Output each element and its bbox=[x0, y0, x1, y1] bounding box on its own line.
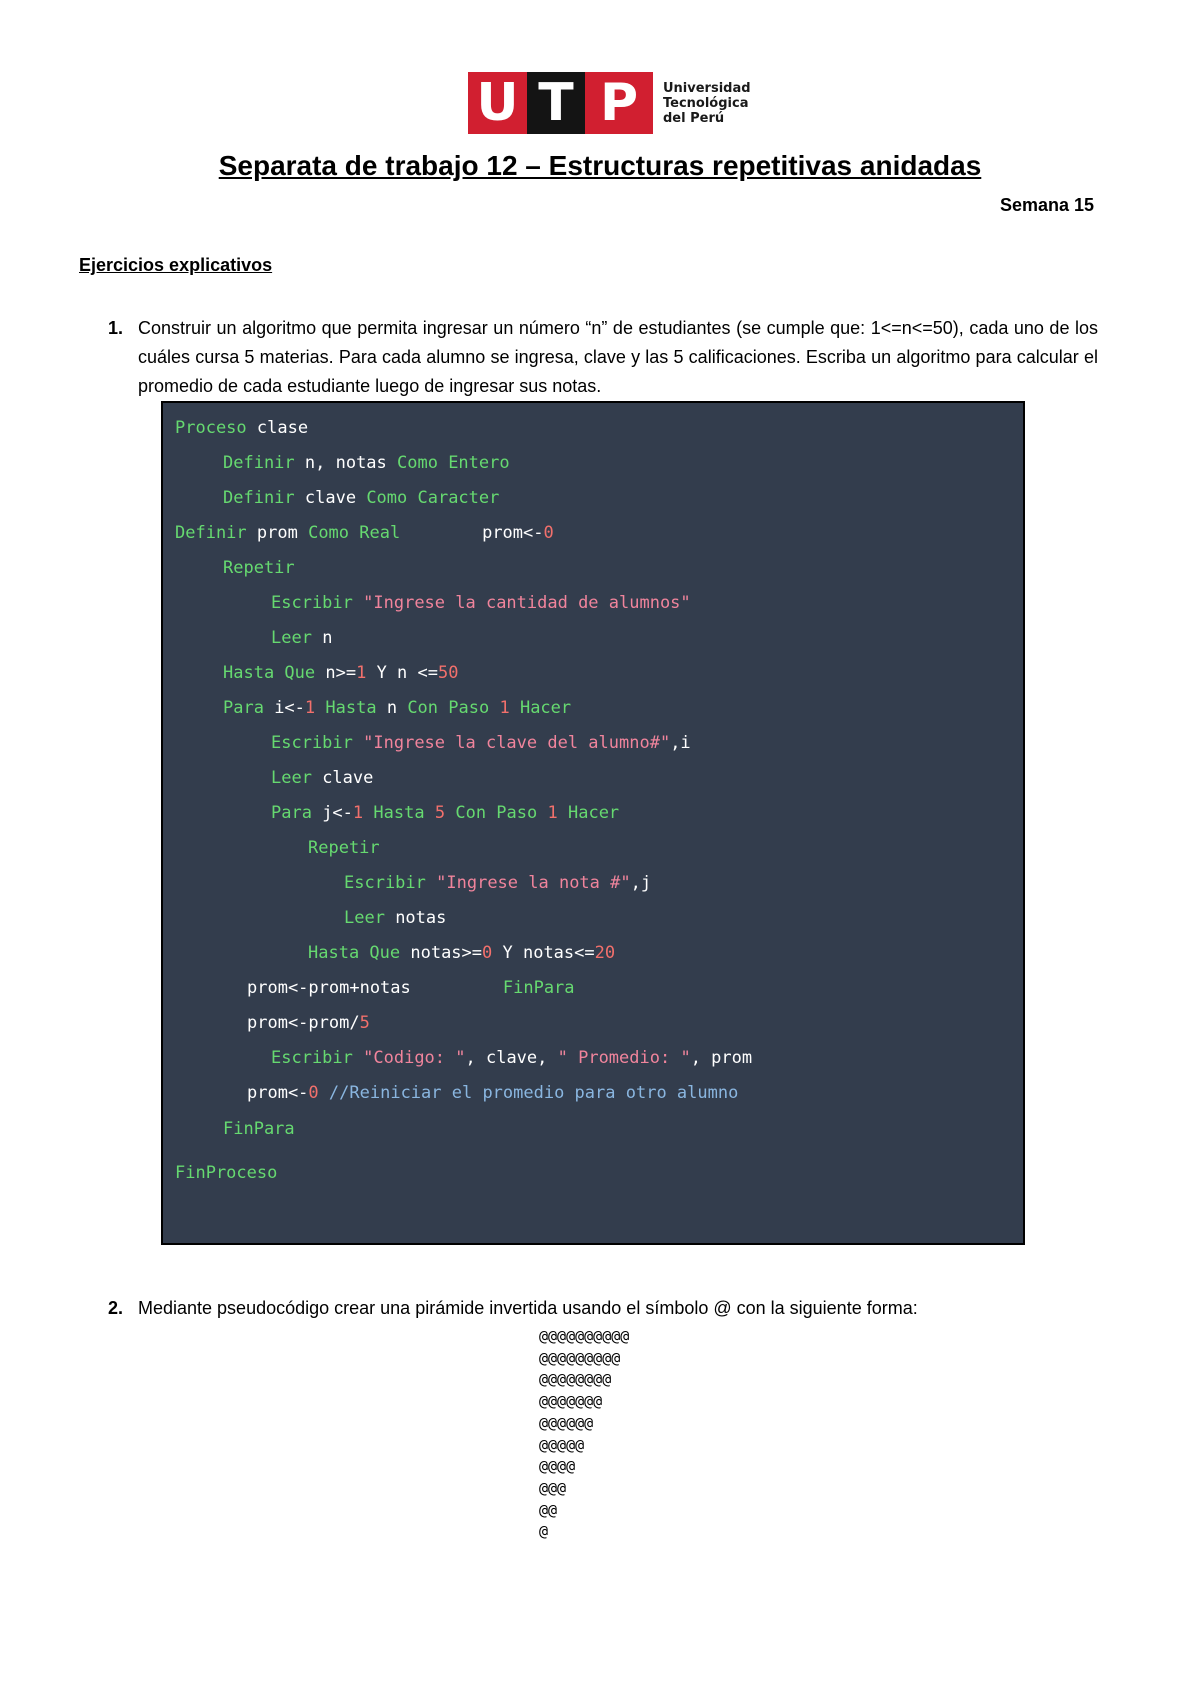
code-token: Hasta Que bbox=[308, 943, 401, 963]
code-token: FinPara bbox=[502, 978, 575, 998]
code-token: Hasta bbox=[373, 803, 425, 823]
code-token: prom<- bbox=[400, 523, 544, 543]
pyramid-row: @@@@@ bbox=[539, 1435, 585, 1454]
code-token: i<- bbox=[263, 698, 305, 718]
code-token: Proceso bbox=[175, 418, 247, 438]
logo-letter-u: U bbox=[468, 72, 527, 134]
week-label: Semana 15 bbox=[999, 195, 1094, 215]
code-token: Escribir bbox=[271, 1048, 353, 1068]
code-token: n bbox=[311, 628, 333, 648]
code-token: Hasta bbox=[325, 698, 377, 718]
code-token bbox=[315, 698, 325, 718]
code-token: Repetir bbox=[308, 838, 380, 858]
code-token: Como Real bbox=[308, 523, 401, 543]
logo-university-name bbox=[663, 81, 751, 126]
code-line bbox=[175, 523, 554, 543]
logo-name-line-3: del Perú bbox=[663, 110, 725, 126]
code-line bbox=[271, 593, 691, 613]
code-line bbox=[175, 418, 308, 438]
code-token bbox=[537, 803, 547, 823]
code-token: , prom bbox=[690, 1048, 753, 1068]
code-token: , clave, bbox=[465, 1048, 558, 1068]
code-token: Repetir bbox=[223, 558, 295, 578]
code-token: 1 bbox=[547, 803, 558, 823]
code-token: n>= bbox=[315, 663, 357, 683]
code-line bbox=[247, 978, 575, 998]
code-line bbox=[308, 838, 380, 858]
code-line bbox=[308, 943, 615, 963]
code-line bbox=[271, 628, 332, 648]
code-token: " Promedio: " bbox=[557, 1048, 691, 1068]
code-token: Definir bbox=[223, 453, 295, 473]
exercise-2-statement: Mediante pseudocódigo crear una pirámide invertida usando el símbolo @ con la siguiente forma: bbox=[138, 1298, 918, 1318]
code-token bbox=[426, 873, 436, 893]
exercise-1-number: 1. bbox=[108, 318, 124, 338]
pyramid-row: @@@@@@@@ bbox=[539, 1370, 612, 1389]
code-token bbox=[489, 698, 499, 718]
code-token: "Ingrese la cantidad de alumnos" bbox=[363, 593, 691, 613]
code-line bbox=[344, 873, 651, 893]
code-token: 50 bbox=[437, 663, 459, 683]
code-token: Definir bbox=[223, 488, 295, 508]
code-token: 5 bbox=[359, 1013, 370, 1033]
code-token: Leer bbox=[271, 628, 312, 648]
code-line bbox=[223, 453, 510, 473]
code-token: Para bbox=[223, 698, 264, 718]
code-token: FinPara bbox=[223, 1119, 295, 1139]
code-token: prom<-prom/ bbox=[247, 1013, 360, 1033]
code-line bbox=[223, 488, 499, 508]
code-token: 0 bbox=[308, 1083, 319, 1103]
code-line bbox=[175, 1163, 277, 1183]
code-token: n bbox=[376, 698, 408, 718]
logo-name-line-1: Universidad bbox=[663, 80, 751, 96]
code-token: Escribir bbox=[344, 873, 426, 893]
pyramid-row: @@@@@@@@@@ bbox=[539, 1327, 630, 1345]
code-token: 1 bbox=[499, 698, 510, 718]
code-token: prom<- bbox=[247, 1083, 309, 1103]
code-line bbox=[247, 1083, 738, 1103]
code-token bbox=[353, 1048, 363, 1068]
exercise-1-statement: Construir un algoritmo que permita ingresar un número “n” de estudiantes (se cumple que: 1<=n<=50), cada uno de los cuáles cursa 5 materias. Para cada alumno se ingresa, clave y las 5 calificaciones. Escriba un algoritmo para calcular el promedio de cada estudiante luego de ingresar sus notas. bbox=[138, 318, 1098, 396]
utp-logo bbox=[468, 72, 751, 134]
document-title: Separata de trabajo 12 – Estructuras repetitivas anidadas bbox=[218, 150, 982, 181]
code-token: Con Paso bbox=[455, 803, 538, 823]
code-token: Hasta Que bbox=[223, 663, 316, 683]
exercise-2-number: 2. bbox=[108, 1298, 124, 1318]
code-token: prom<-prom+notas bbox=[247, 978, 503, 998]
code-token: Para bbox=[271, 803, 312, 823]
code-token: clase bbox=[246, 418, 309, 438]
code-token: "Ingrese la clave del alumno#" bbox=[363, 733, 671, 753]
code-token: 0 bbox=[543, 523, 554, 543]
logo-letter-t: T bbox=[527, 72, 585, 134]
code-token: ,j bbox=[630, 873, 652, 893]
exercise-2 bbox=[108, 1294, 1098, 1323]
code-token: 20 bbox=[594, 943, 616, 963]
pyramid-row: @@@@@@@@@ bbox=[539, 1348, 621, 1367]
code-token: Hacer bbox=[567, 803, 620, 823]
code-token: Y notas<= bbox=[492, 943, 595, 963]
code-token: n, notas bbox=[294, 453, 398, 473]
exercise-1 bbox=[108, 314, 1098, 401]
logo-letter-p: P bbox=[585, 72, 653, 134]
code-line bbox=[223, 698, 571, 718]
code-token: Como Entero bbox=[397, 453, 510, 473]
code-line bbox=[271, 733, 691, 753]
code-token: Con Paso bbox=[407, 698, 490, 718]
code-token: Como Caracter bbox=[366, 488, 500, 508]
logo-name-line-2: Tecnológica bbox=[663, 95, 749, 111]
code-token: FinProceso bbox=[175, 1163, 278, 1183]
code-token: Leer bbox=[271, 768, 312, 788]
pyramid-row: @@@ bbox=[539, 1478, 567, 1497]
pyramid-row: @@@@@@ bbox=[539, 1413, 594, 1432]
inverted-pyramid bbox=[539, 1326, 629, 1543]
code-token: Leer bbox=[344, 908, 385, 928]
code-token: Escribir bbox=[271, 593, 353, 613]
code-line bbox=[247, 1013, 370, 1033]
code-token: Hacer bbox=[519, 698, 572, 718]
code-token bbox=[558, 803, 568, 823]
code-token: 1 bbox=[304, 698, 316, 718]
pyramid-row: @@@@ bbox=[539, 1457, 576, 1476]
code-token: clave bbox=[311, 768, 374, 788]
code-token bbox=[510, 698, 520, 718]
code-line bbox=[271, 768, 373, 788]
section-heading: Ejercicios explicativos bbox=[79, 255, 273, 275]
code-token: Escribir bbox=[271, 733, 353, 753]
pyramid-row: @@@@@@@ bbox=[539, 1392, 603, 1411]
code-token: 1 bbox=[352, 803, 364, 823]
code-token: j<- bbox=[311, 803, 353, 823]
code-line bbox=[223, 558, 295, 578]
code-token bbox=[425, 803, 435, 823]
code-token: notas bbox=[384, 908, 447, 928]
code-token: Y n <= bbox=[366, 663, 438, 683]
code-token: "Ingrese la nota #" bbox=[436, 873, 631, 893]
code-token bbox=[445, 803, 455, 823]
code-token bbox=[319, 1083, 329, 1103]
pyramid-row: @@ bbox=[539, 1500, 558, 1519]
code-line bbox=[223, 663, 458, 683]
code-line bbox=[344, 908, 446, 928]
code-token: "Codigo: " bbox=[363, 1048, 466, 1068]
code-token bbox=[353, 733, 363, 753]
code-token: notas>= bbox=[400, 943, 483, 963]
code-token: 1 bbox=[356, 663, 367, 683]
code-token: prom bbox=[246, 523, 309, 543]
code-token: 0 bbox=[482, 943, 493, 963]
code-token bbox=[363, 803, 373, 823]
code-line bbox=[271, 803, 619, 823]
code-token: //Reiniciar el promedio para otro alumno bbox=[328, 1083, 739, 1103]
code-token: clave bbox=[294, 488, 367, 508]
code-token bbox=[353, 593, 363, 613]
code-token: Definir bbox=[175, 523, 247, 543]
pseudocode-block bbox=[161, 401, 1025, 1245]
code-token: ,i bbox=[670, 733, 691, 753]
pyramid-row: @ bbox=[539, 1522, 549, 1541]
code-token: 5 bbox=[434, 803, 446, 823]
code-line bbox=[271, 1048, 752, 1068]
code-line bbox=[223, 1119, 295, 1139]
